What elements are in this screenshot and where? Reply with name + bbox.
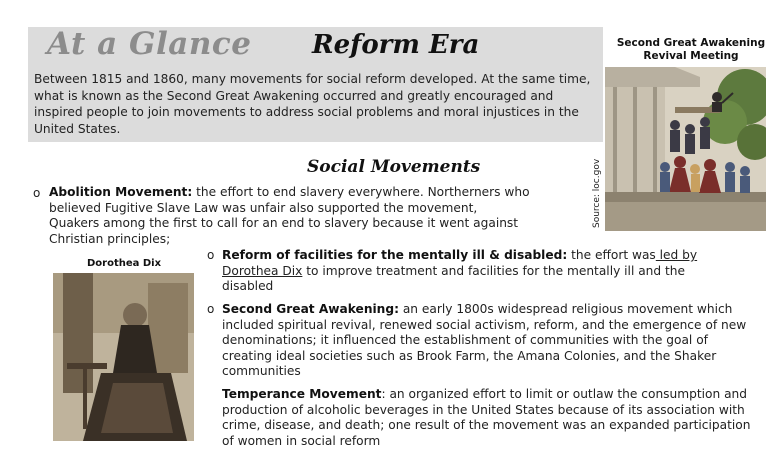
awakening-term: Second Great Awakening: [222, 302, 399, 316]
list-item-temperance [222, 387, 752, 449]
revival-meeting-illustration [605, 67, 766, 231]
abolition-text-3: Quakers among the first to call for an end to slavery because it went against [49, 216, 519, 230]
list-item-abolition [33, 185, 569, 247]
abolition-text-4: Christian principles; [49, 231, 171, 246]
bullet-marker: o [207, 302, 215, 316]
abolition-text-1: the effort to end slavery everywhere. Northerners who [196, 185, 530, 199]
page-title: Reform Era [312, 30, 480, 60]
section-heading: Social Movements [307, 157, 481, 177]
list-item-second-great-awakening [207, 302, 752, 380]
mental-health-text-a: the effort was [571, 248, 656, 262]
revival-caption-line2: Revival Meeting [643, 50, 739, 62]
mental-health-term: Reform of facilities for the mentally ill & disabled: [222, 248, 568, 262]
bullet-marker: o [33, 186, 41, 200]
mental-health-text-b: to improve treatment and facilities for the mentally ill and the disabled [222, 263, 686, 293]
revival-image-caption [606, 37, 776, 63]
list-item-mental-health-reform [207, 248, 732, 295]
bullet-marker: o [207, 248, 215, 262]
at-a-glance-heading: At a Glance [47, 26, 252, 62]
portrait-caption: Dorothea Dix [86, 258, 162, 269]
abolition-term: Abolition Movement: [49, 185, 193, 199]
temperance-term: Temperance Movement [222, 387, 382, 401]
revival-caption-line1: Second Great Awakening [616, 37, 766, 49]
temperance-text: : an organized effort to limit or outlaw the consumption and production of alcoholic beverages in the United States because of its association with crime, disease, and death; one result of the movement was an expanded participation of women in social reform [222, 387, 751, 448]
abolition-text-2: believed Fugitive Slave Law was unfair also supported the movement, [49, 200, 478, 215]
dorothea-dix-portrait [53, 273, 194, 441]
image-source-credit: Source: loc.gov [592, 158, 602, 228]
awakening-text: an early 1800s widespread religious movement which included spiritual revival, renewed social activism, reform, and the emergence of new denominations; it influenced the establishment of communities with the goal of creating ideal societies such as Brook Farm, the Amana Colonies, and the Shaker communities [222, 302, 747, 378]
fill-in-blank-answer: led by Dorothea Dix [222, 248, 698, 278]
intro-paragraph: Between 1815 and 1860, many movements for social reform developed. At the same time, what is known as the Second Great Awakening occurred and greatly encouraged and inspired people to join movements to address social problems and moral injustices in the United States. [34, 72, 591, 136]
